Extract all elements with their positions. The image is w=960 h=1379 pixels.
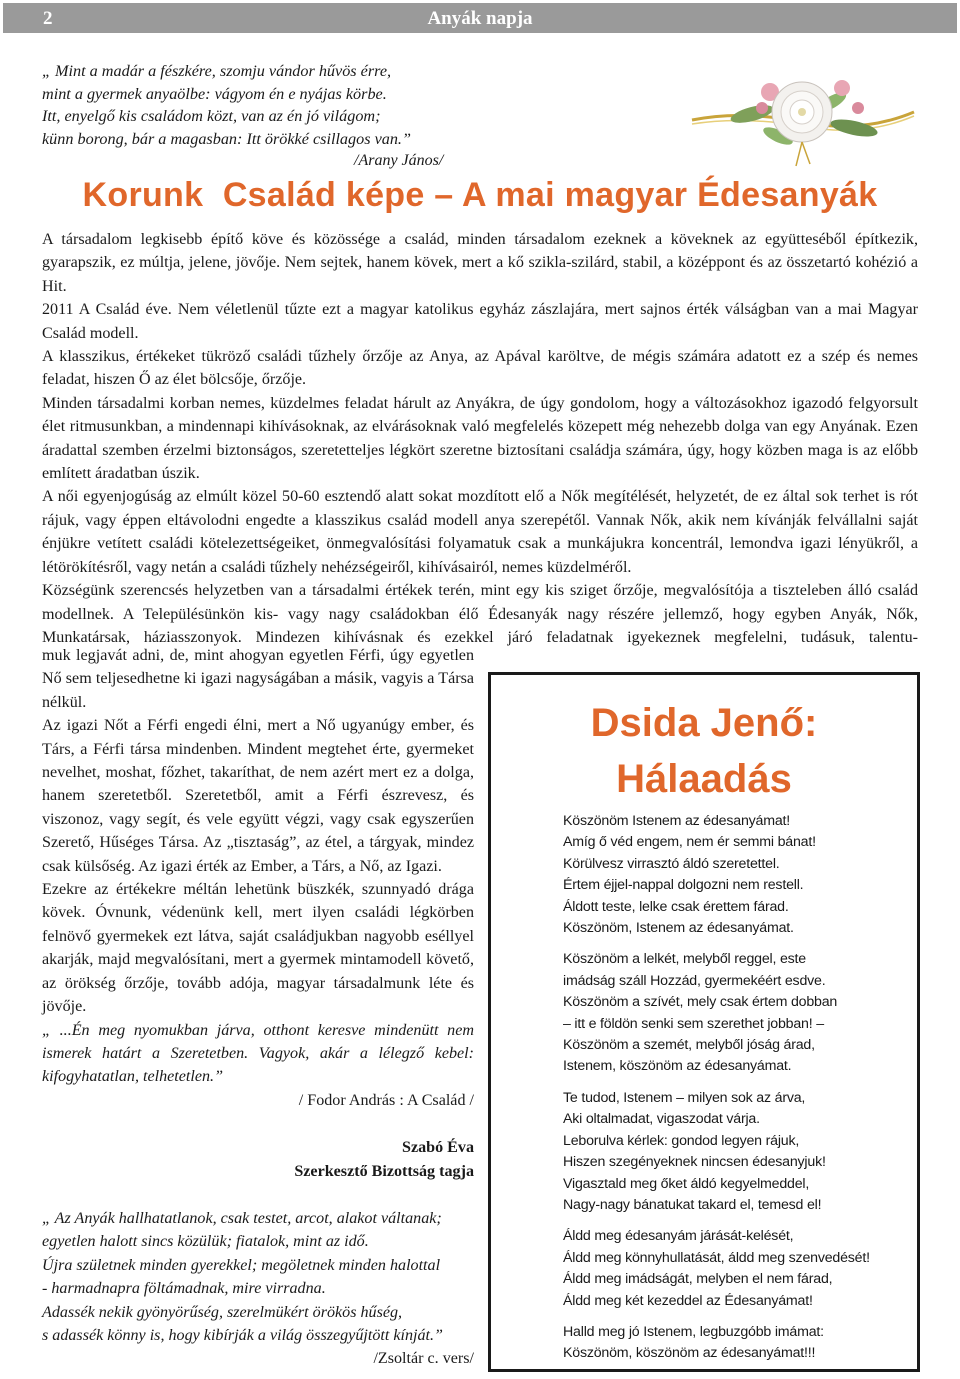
article-title: Korunk Család képe – A mai magyar Édesanyák <box>82 176 878 214</box>
article-paragraph: Az igazi Nőt a Férfi engedi élni, mert a Nő ugyanúgy ember, és Társ, a Férfi társa mindenben. Mindent megtehet érte, gyermeket nevelhet, moshat, főzhet, takaríthat, de nem azért mert ez a dolga, hanem szeretetből. Szeretetből, amit a Férfi észrevesz, és viszonoz, vagy segít, és vele együtt végzi, vagy csak egyszerűen Szerető, Hűséges Társa. Az „tisztaság”, az étel, a tárgyak, mindez csak külsőség. Az igazi érték az Ember, a Társ, a Nő, az Igazi. <box>42 717 474 875</box>
inset-title-name: Hálaadás <box>616 757 792 801</box>
article-paragraph: 2011 A Család éve. Nem véletlenül tűzte ezt a magyar katolikus egyház zászlajára, mert sajnos érték válságban van a mai Magyar Család modell. <box>42 301 918 342</box>
signature-name: Szabó Éva <box>402 1139 474 1157</box>
stanza-line: Hiszen szegényeknek nincsen édesanyjuk! <box>563 1154 826 1171</box>
inset-title-author: Dsida Jenő: <box>590 701 818 745</box>
stanza-line: Áldott teste, lelke csak érettem fárad. <box>563 898 789 915</box>
article-paragraph: A társadalom legkisebb építő köve és közössége a család, minden társadalom ezeknek a köveknek az együtteséből építkezik, gyarapszik, ez múltja, jelene, jövője. Nem sejtek, hanem kövek, mert a kő szikla-szilárd, stabil, a középpont és az összetartó kohézió a Hit. <box>42 231 918 295</box>
poem-line: „ Mint a madár a fészkére, szomju vándor hűvös érre, <box>42 62 392 80</box>
article-paragraph: Ezekre az értékekre méltán lehetünk büszkék, szunnyadó drága kövek. Óvnunk, védenünk kell, mert ilyen családi légkörben felnövő gyermekek ezt látva, saját családjukban nagyobb eséllyel akarják, majd megvalósítani, mert a gyermek mintamodell követő, az örökség őrzője, tovább adója, magyar társadalmunk léte és jövője. <box>42 881 474 1016</box>
flower-decoration-icon <box>682 62 922 172</box>
inset-poem-title <box>491 695 917 807</box>
article-body-full-width <box>42 228 918 649</box>
stanza-line: Köszönöm a szívét, mely csak értem dobban <box>563 994 838 1011</box>
stanza-line: Vigasztald meg őket áldó kegyelmeddel, <box>563 1175 810 1192</box>
opening-poem <box>42 60 512 173</box>
stanza-line: Köszönöm a lelkét, melyből reggel, este <box>563 951 806 968</box>
stanza-line: Köszönöm a szemét, melyből jóság árad, <box>563 1037 815 1054</box>
stanza-line: Áldd meg édesanyám járását-kelését, <box>563 1228 794 1245</box>
fodor-quote-author: / Fodor András : A Család / <box>298 1091 474 1109</box>
psalm-quote <box>42 1207 474 1347</box>
poem-author: /Arany János/ <box>354 152 444 170</box>
stanza-line: Te tudod, Istenem – milyen sok az árva, <box>563 1089 806 1106</box>
stanza-line: Halld meg jó Istenem, legbuzgóbb imámat: <box>563 1323 824 1340</box>
stanza <box>563 1088 903 1216</box>
article-paragraph: muk legjavát adni, de, mint ahogyan egyetlen Férfi, úgy egyetlen Nő sem teljesedhetne ki igazi nagyságában a másik, vagyis a Társa nélkül. <box>42 647 474 711</box>
signature-role: Szerkesztő Bizottság tagja <box>294 1162 474 1180</box>
stanza <box>563 949 903 1077</box>
psalm-line: Újra születnek minden gyerekkel; megöletnek minden halottal <box>42 1256 441 1274</box>
page-number: 2 <box>43 8 53 29</box>
inset-poem-stanzas <box>563 811 903 1375</box>
stanza-line: Áldd meg imádságát, melyben el nem fárad, <box>563 1271 833 1288</box>
psalm-line: Adassék nekik gyönyörűség, szerelmükért örökös hűség, <box>42 1303 403 1321</box>
stanza-line: Köszönöm, Istenem az édesanyámat. <box>563 920 794 937</box>
stanza <box>563 1322 903 1365</box>
article-body-left-column <box>42 644 474 1371</box>
poem-line: mint a gyermek anyaölbe: vágyom én e nyájas körbe. <box>42 84 387 103</box>
article-paragraph: Minden társadalmi korban nemes, küzdelmes feladat hárult az Anyákra, de úgy gondolom, hogy a változásokhoz igazodó felgyorsult élet ritmusunkban, a mindennapi kihívásoknak, az elvárásoknak való megfelelés közepett még nehezebb dolga van egy Anyának. Ezen áradattal szemben érzelmi biztonságos, szeretetteljes légkört szeretne biztosítani családja számára, úgy, hogy közben maga is az előbb említett áradatban úszik. <box>42 394 918 483</box>
poem-inset-box <box>488 672 920 1372</box>
section-title: Anyák napja <box>427 8 533 29</box>
poem-line: Itt, enyelgő kis családom közt, van az én jó világom; <box>42 107 381 126</box>
stanza-line: Köszönöm Istenem az édesanyámat! <box>563 813 791 829</box>
article-paragraph: A klasszikus, értékeket tükröző családi tűzhely őrzője az Anya, az Apával karöltve, de mégis számára adatott ez a szép és nemes feladat, hiszen Ő az élet bölcsője, őrzője. <box>42 348 918 389</box>
stanza-line: Értem éjjel-nappal dolgozni nem restell. <box>563 877 804 894</box>
page-header-bar <box>3 3 957 33</box>
stanza-line: Istenem, köszönöm az édesanyámat. <box>563 1058 792 1075</box>
poem-line: künn borong, bár a magasban: Itt örökké csillagos van.” <box>42 129 411 148</box>
stanza-line: Körülvesz virrasztó áldó szeretettel. <box>563 855 780 872</box>
stanza-line: Leborulva kérlek: gondod legyen rájuk, <box>563 1132 800 1149</box>
article-paragraph: A női egyenjogúság az elmúlt közel 50-60 esztendő alatt sokat mozdított elő a Nők megítélését, helyzetét, de ez által sok terhet is rót rájuk, vagy éppen eltávolodni engedte a klasszikus család modell anya szerepétől. Vannak Nők, akik nem kívánják felvállalni saját énjükre vetített családi kötelezettségeiket, önmegvalósítási folyamatuk csak a munkájukra koncentrál, lemondva igazi lényükről, a létörökítésről, vagy netán a családi tűzhely nehézségeiről, kihívásairól, nemes küzdelméről. <box>42 488 918 576</box>
stanza-line: Aki oltalmadat, vigaszodat várja. <box>563 1111 760 1128</box>
stanza-line: Nagy-nagy bánatukat takard el, temesd el! <box>563 1196 822 1213</box>
stanza <box>563 1226 903 1312</box>
psalm-line: s adassék könny is, hogy kibírják a világ összegyűjtött kínját.” <box>42 1326 443 1344</box>
article-paragraph: Községünk szerencsés helyzetben van a társadalmi értékek terén, mint egy kis sziget őrzője, megvalósítója a tiszteleben álló család modellnek. A Településünkön kis- vagy nagy családokban élő Édesanyák nagy részére jellemző, hogy egyben Anyák, Nők, Munkatársak, háziasszonyok. Mindezen kihívásnak és ezekkel járó feladatnak igyekeznek megfelelni, tudásuk, talentu- <box>42 582 918 646</box>
stanza <box>563 811 903 939</box>
psalm-line: - harmadnapra föltámadnak, mire virradna. <box>42 1280 326 1298</box>
stanza-line: Köszönöm, köszönöm az édesanyámat!!! <box>563 1345 816 1362</box>
stanza-line: Áldd meg két kezeddel az Édesanyámat! <box>563 1292 813 1309</box>
psalm-quote-author: /Zsoltár c. vers/ <box>373 1350 474 1368</box>
psalm-line: egyetlen halott sincs közülük; fiatalok, mint az idő. <box>42 1233 369 1251</box>
stanza-line: – itt e földön senki sem szerethet jobban! – <box>563 1015 824 1032</box>
fodor-quote: „ ...Én meg nyomukban járva, otthont keresve mindenütt nem ismerek határt a Szeretetben. Vagyok, akár a lélegző kebel: kifogyhatatlan, telhetetlen.” <box>42 1021 474 1086</box>
stanza-line: Áldd meg könnyhullatását, áldd meg szenvedését! <box>563 1249 870 1266</box>
stanza-line: imádság száll Hozzád, gyermekéért esdve. <box>563 972 826 989</box>
stanza-line: Amíg ő véd engem, nem ér semmi bánat! <box>563 834 816 851</box>
psalm-line: „ Az Anyák hallhatatlanok, csak testet, arcot, alakot váltanak; <box>42 1209 442 1227</box>
